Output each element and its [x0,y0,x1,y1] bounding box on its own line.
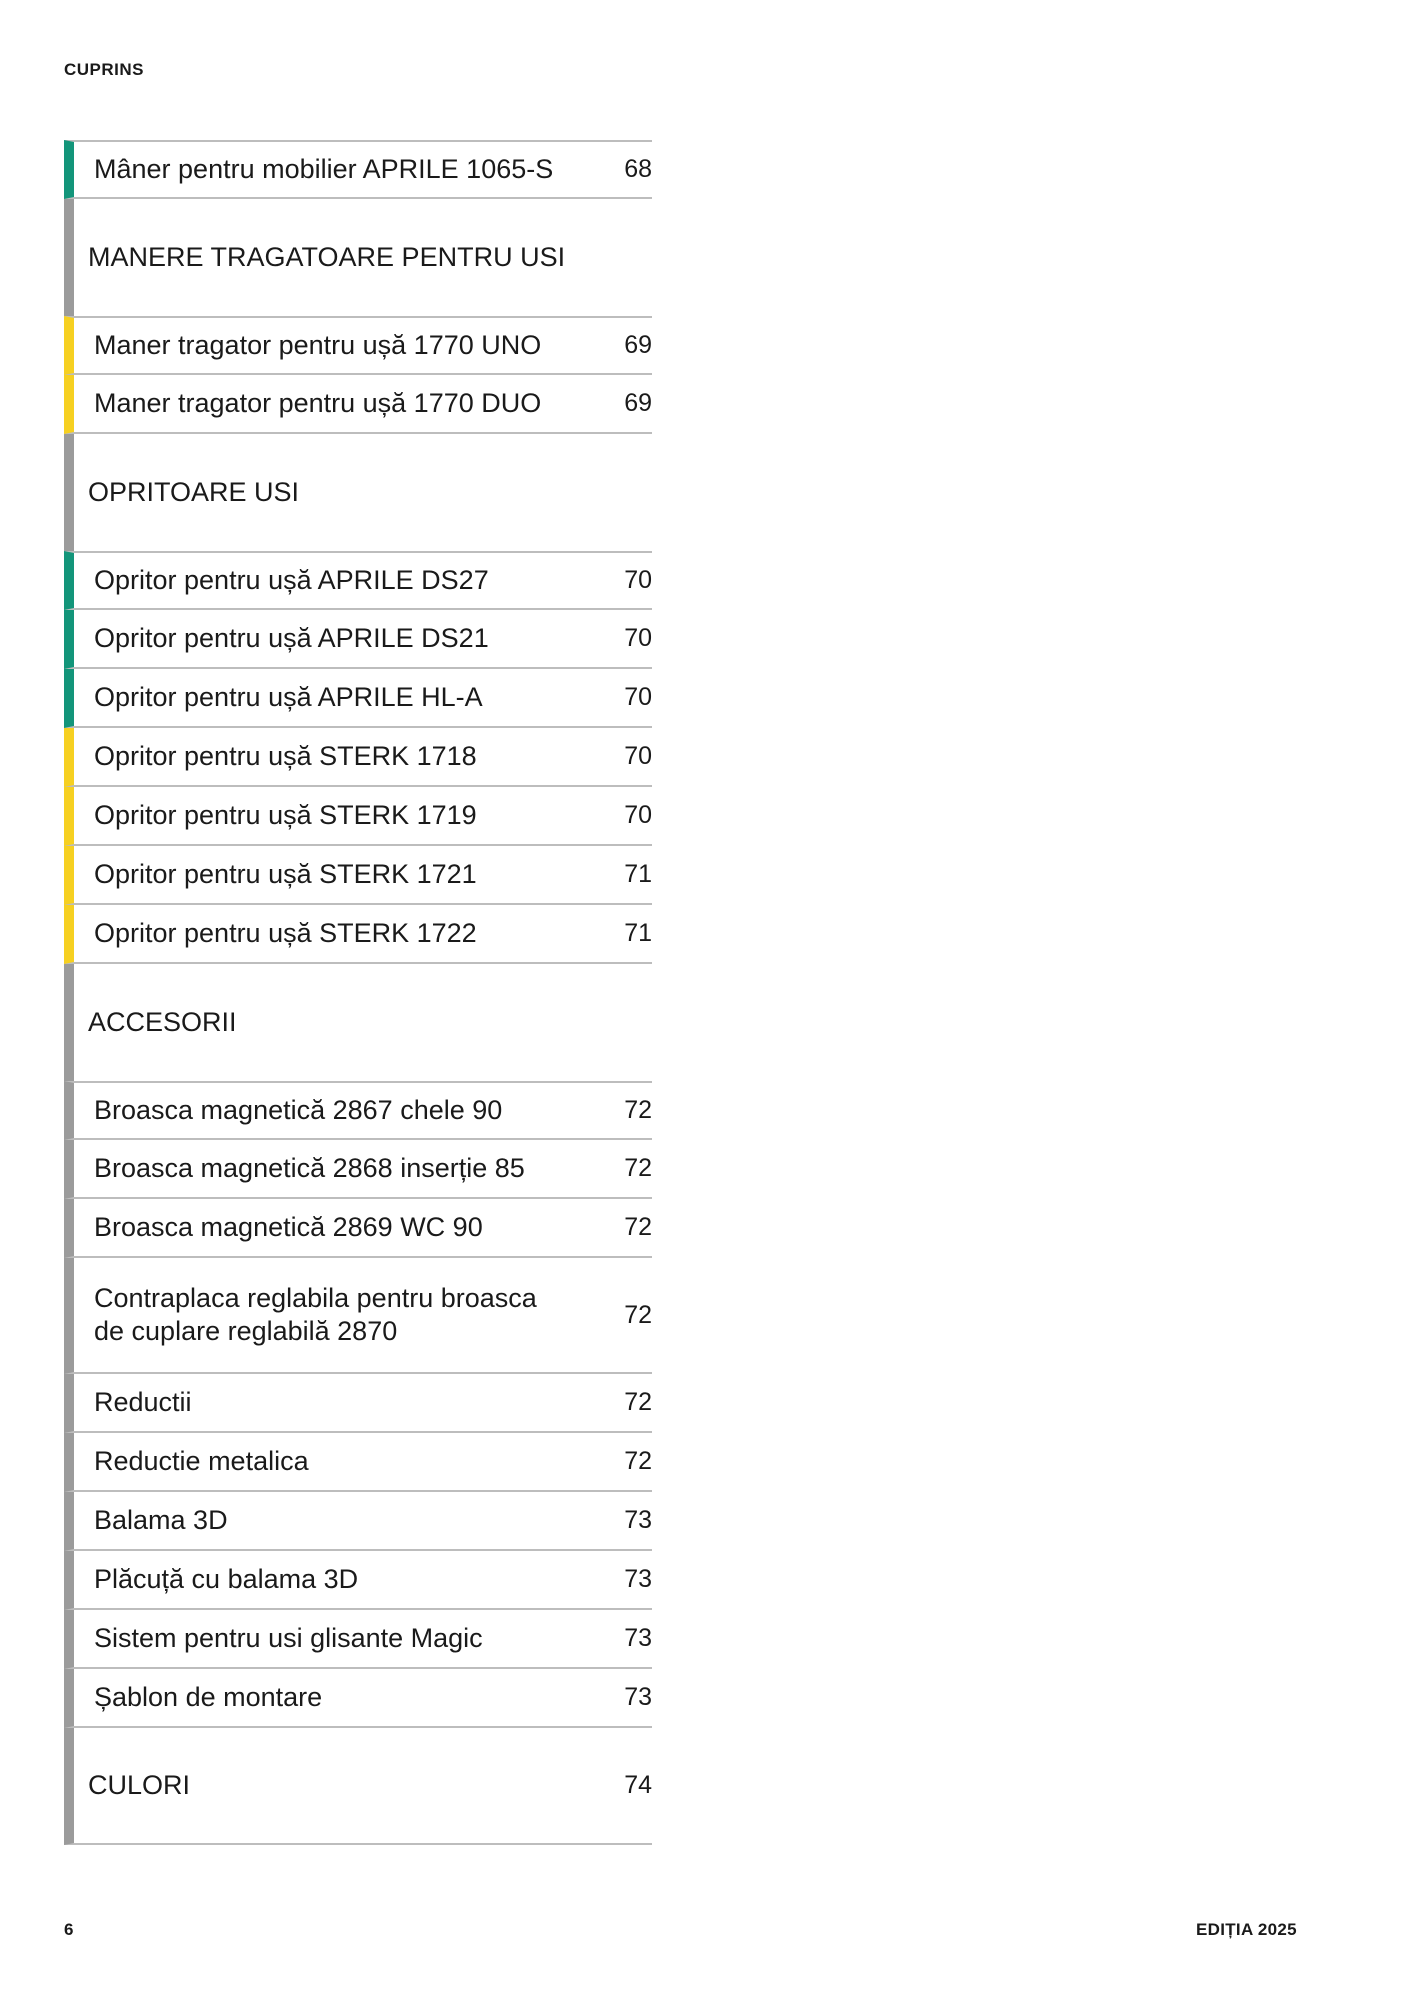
toc-entry-title: Opritor pentru ușă STERK 1718 [94,741,477,771]
toc-entry[interactable] [64,1199,652,1258]
toc-page-number: 71 [624,919,652,947]
toc-page-number: 68 [624,155,652,183]
toc-section-title: MANERE TRAGATOARE PENTRU USI [88,242,566,272]
toc-section[interactable] [64,434,652,551]
toc-page-number: 70 [624,683,652,711]
toc-section[interactable] [64,964,652,1081]
toc-entry-title: Opritor pentru ușă STERK 1722 [94,918,477,948]
toc-section-title: OPRITOARE USI [88,477,300,507]
toc-entry[interactable] [64,1669,652,1728]
page-number: 6 [64,1920,74,1939]
toc-entry[interactable] [64,140,652,199]
toc-page-number: 74 [624,1771,652,1799]
toc-page-number: 72 [624,1388,652,1416]
toc-page-number: 70 [624,624,652,652]
toc-entry-title: Mâner pentru mobilier APRILE 1065-S [94,154,554,184]
toc-page-number: 69 [624,331,652,359]
toc-entry-title: Reductii [94,1387,192,1417]
toc-entry[interactable] [64,787,652,846]
toc-section[interactable] [64,199,652,316]
toc-entry[interactable] [64,551,652,610]
toc-entry[interactable] [64,905,652,964]
toc-section[interactable] [64,1728,652,1845]
toc-entry-title: Opritor pentru ușă APRILE DS27 [94,565,489,595]
toc-entry-title: Maner tragator pentru ușă 1770 UNO [94,330,542,360]
page-title: CUPRINS [64,60,145,79]
toc-page-number: 73 [624,1506,652,1534]
toc-entry[interactable] [64,1492,652,1551]
toc-page-number: 72 [624,1096,652,1124]
toc-entry[interactable] [64,669,652,728]
toc-entry-title: Plăcuță cu balama 3D [94,1564,359,1594]
toc-page-number: 70 [624,801,652,829]
toc-entry[interactable] [64,1551,652,1610]
toc-page-number: 69 [624,389,652,417]
toc-entry-title: Broasca magnetică 2868 inserție 85 [94,1153,525,1183]
toc-entry-title: Opritor pentru ușă STERK 1719 [94,800,477,830]
toc-entry[interactable] [64,1140,652,1199]
toc-page-number: 70 [624,742,652,770]
toc-page-number: 70 [624,566,652,594]
toc-page-number: 72 [624,1213,652,1241]
toc-entry[interactable] [64,316,652,375]
toc-page-number: 73 [624,1683,652,1711]
toc-entry-title: Contraplaca reglabila pentru broasca de cuplare reglabilă 2870 [94,1283,537,1346]
toc-page-number: 73 [624,1624,652,1652]
table-of-contents [64,140,652,1845]
toc-entry[interactable] [64,1081,652,1140]
toc-page-number: 72 [624,1447,652,1475]
toc-entry-title: Opritor pentru ușă APRILE HL-A [94,682,483,712]
toc-entry[interactable] [64,1433,652,1492]
toc-entry[interactable] [64,846,652,905]
toc-page-number: 72 [624,1154,652,1182]
toc-entry[interactable] [64,1258,652,1374]
toc-page-number: 72 [624,1300,652,1329]
toc-entry-title: Balama 3D [94,1505,228,1535]
toc-section-title: ACCESORII [88,1007,237,1037]
toc-entry-title: Reductie metalica [94,1446,309,1476]
toc-page-number: 71 [624,860,652,888]
toc-entry-title: Șablon de montare [94,1682,323,1712]
toc-entry[interactable] [64,728,652,787]
toc-entry[interactable] [64,375,652,434]
toc-entry-title: Broasca magnetică 2869 WC 90 [94,1212,483,1242]
toc-entry-title: Broasca magnetică 2867 chele 90 [94,1095,503,1125]
toc-section-title: CULORI [88,1770,191,1800]
toc-entry-title: Sistem pentru usi glisante Magic [94,1623,483,1653]
toc-page-number: 73 [624,1565,652,1593]
toc-entry-title: Opritor pentru ușă APRILE DS21 [94,623,489,653]
toc-entry[interactable] [64,1610,652,1669]
toc-entry[interactable] [64,610,652,669]
toc-entry-title: Opritor pentru ușă STERK 1721 [94,859,477,889]
toc-entry-title: Maner tragator pentru ușă 1770 DUO [94,388,542,418]
toc-entry[interactable] [64,1374,652,1433]
edition-label: EDIȚIA 2025 [1196,1920,1297,1939]
